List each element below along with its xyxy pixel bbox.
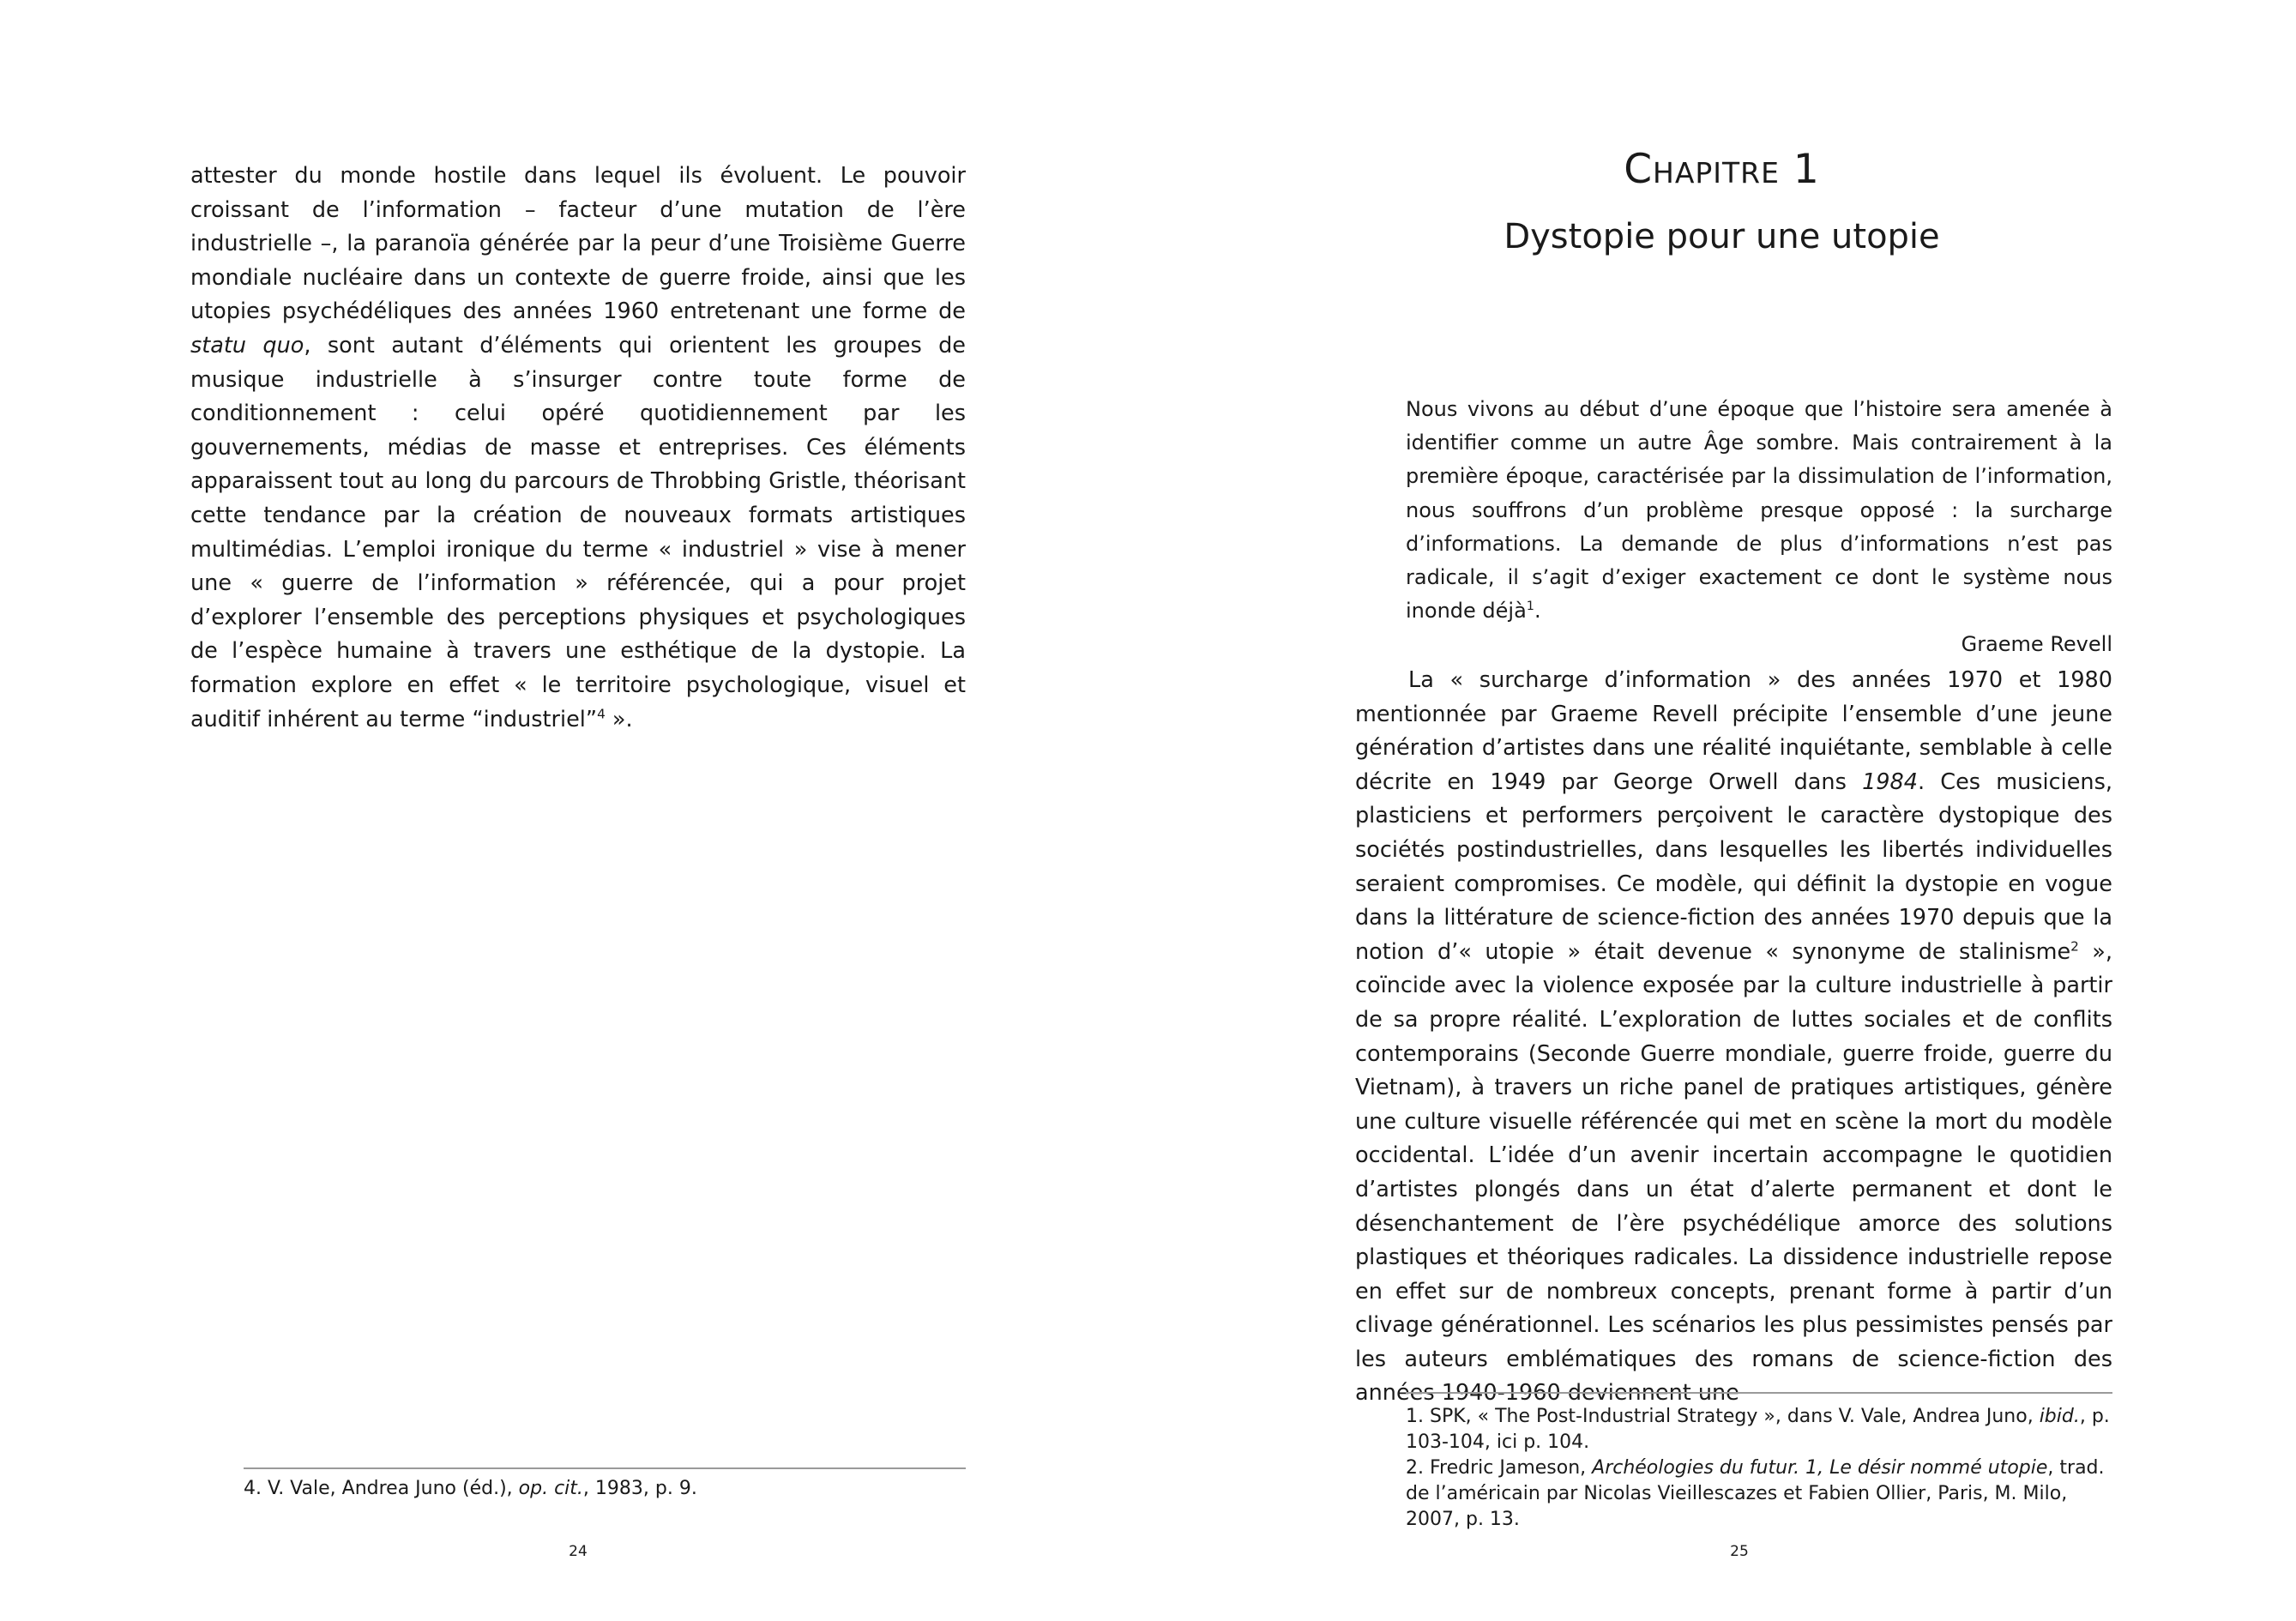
page-number-left: 24: [569, 1543, 588, 1560]
right-body-paragraph: La « surcharge d’information » des années 1970 et 1980 mentionnée par Graeme Revell précipite l’ensemble d’une jeune génération d’artistes dans une réalité inquiétante, semblable à celle décrite en 1949 par George Orwell dans 1984. Ces musiciens, plasticiens et performers perçoivent le caractère dystopique des sociétés postindustrielles, dans lesquelles les libertés individuelles seraient compromises. Ce modèle, qui définit la dystopie en vogue dans la littérature de science-fiction des années 1970 depuis que la notion d’« utopie » était devenue « synonyme de stalinisme$^2$ », coïncide avec la violence exposée par la culture industrielle à partir de sa propre réalité. L’exploration de luttes sociales et de conflits contemporains (Seconde Guerre mondiale, guerre froide, guerre du Vietnam), à travers un riche panel de pratiques artistiques, génère une culture visuelle référencée qui met en scène la mort du modèle occidental. L’idée d’un avenir incertain accompagne le quotidien d’artistes plongés dans un état d’alerte permanent et dont le désenchantement de l’ère psychédélique amorce des solutions plastiques et théoriques radicales. La dissidence industrielle repose en effet sur de nombreux concepts, prenant forme à partir d’un clivage générationnel. Les scénarios les plus pessimistes pensés par les auteurs emblématiques des romans de science-fiction des années 1940-1960 deviennent une: [1355, 667, 2112, 1407]
footnote-ref-2[interactable]: 2: [2070, 938, 2079, 955]
left-body-paragraph: attester du monde hostile dans lequel ils évoluent. Le pouvoir croissant de l’information – facteur d’une mutation de l’ère industrielle –, la paranoïa générée par la peur d’une Troisième Guerre mondiale nucléaire dans un contexte de guerre froide, ainsi que les utopies psychédéliques des années 1960 entretenant une forme de statu quo, sont autant d’éléments qui orientent les groupes de musique industrielle à s’insurger contre toute forme de conditionnement : celui opéré quotidiennement par les gouvernements, médias de masse et entreprises. Ces éléments apparaissent tout au long du parcours de Throbbing Gristle, théorisant cette tendance par la création de nouveaux formats artistiques multimédias. L’emploi ironique du terme « industriel » vise à mener une « guerre de l’information » référencée, qui a pour projet d’explorer l’ensemble des perceptions physiques et psychologiques de l’espèce humaine à travers une esthétique de la dystopie. La formation explore en effet « le territoire psychologique, visuel et auditif inhérent au terme “industriel”$^4$ ».: [190, 163, 966, 732]
chapter-subtitle: Dystopie pour une utopie: [1504, 217, 1940, 256]
footnote-4: 4. V. Vale, Andrea Juno (éd.), op. cit., 1983, p. 9.: [244, 1478, 697, 1499]
footnote-ref-4[interactable]: 4: [597, 706, 606, 721]
page-number-right: 25: [1730, 1543, 1749, 1560]
footnote-ref-1[interactable]: 1: [1526, 600, 1534, 614]
epigraph: [1406, 393, 2112, 662]
right-page-body-text: [1355, 664, 2112, 1411]
right-page: [1148, 0, 2296, 1621]
chapter-title: Chapitre 1: [1624, 146, 1820, 193]
epigraph-quote: Nous vivons au début d’une époque que l’histoire sera amenée à identifier comme un autre Âge sombre. Mais contrairement à la première époque, caractérisée par la dissimulation de l’information, nous souffrons d’un problème presque opposé : la surcharge d’informations. La demande de plus d’informations n’est pas radicale, il s’agit d’exiger exactement ce dont le système nous inonde déjà$^1$.: [1406, 397, 2112, 624]
left-footnotes: [244, 1467, 966, 1502]
italic-statu-quo: statu quo: [190, 332, 304, 359]
italic-1984: 1984: [1862, 768, 1918, 795]
left-page-body-text: [190, 160, 966, 737]
footnote-1: 1. SPK, « The Post-Industrial Strategy », dans V. Vale, Andrea Juno, ibid., p. 103-104, ici p. 104.: [1406, 1406, 2110, 1453]
footnote-2: 2. Fredric Jameson, Archéologies du futur. 1, Le désir nommé utopie, trad. de l’américain par Nicolas Vieillescazes et Fabien Ollier, Paris, M. Milo, 2007, p. 13.: [1406, 1457, 2105, 1530]
epigraph-author: Graeme Revell: [1961, 632, 2112, 657]
right-footnotes: [1406, 1392, 2112, 1533]
